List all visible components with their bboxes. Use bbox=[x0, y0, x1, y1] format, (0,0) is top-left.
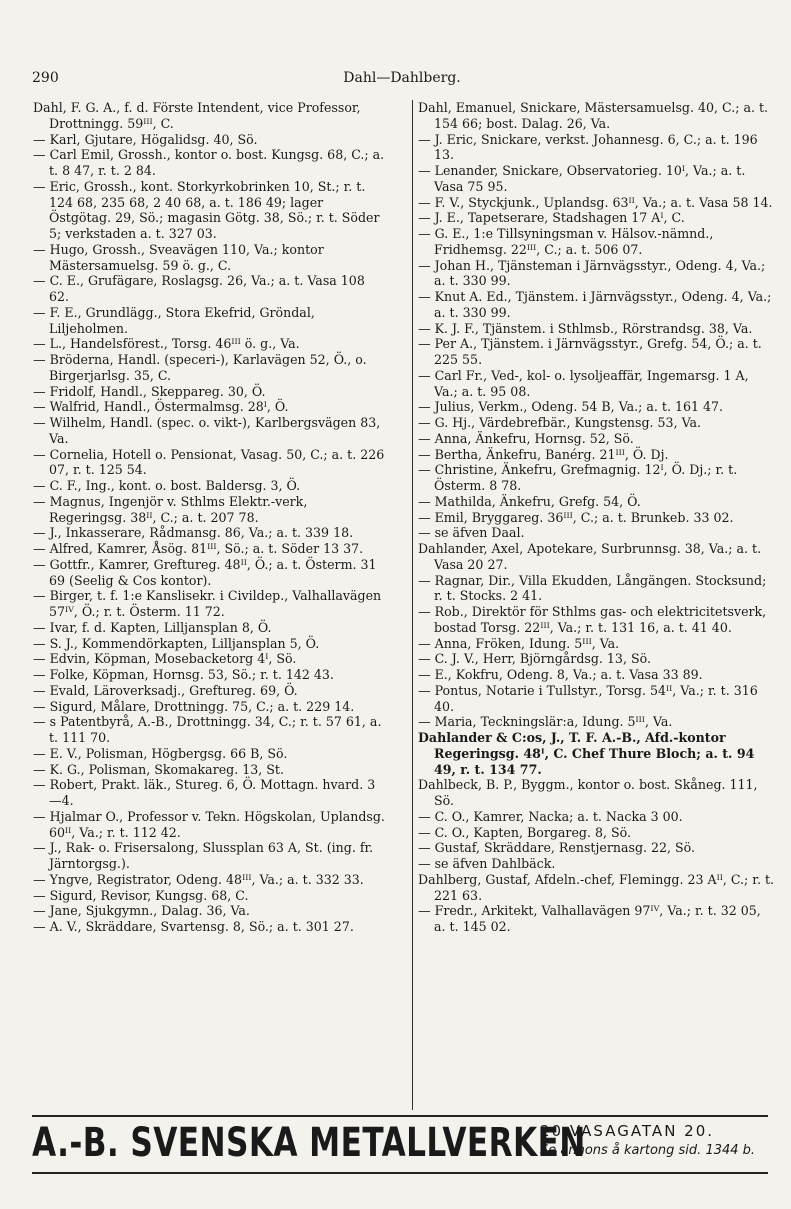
directory-entry: — Eric, Grossh., kont. Storkyrkobrinken 10, St.; r. t. 124 68, 235 68, 2 40 68, a. t. 186 49; lager Östgötag. 29, Sö.; magasin Götg. 38, Sö.; r. t. Söder 5; verkstaden a. t. 327 03. bbox=[33, 178, 380, 241]
directory-entry: — E., Kokfru, Odeng. 8, Va.; a. t. Vasa 33 89. bbox=[418, 667, 703, 682]
directory-entry: — Bertha, Änkefru, Banérg. 21ᴵᴵᴵ, Ö. Dj. bbox=[418, 446, 669, 462]
directory-entry: — J., Inkasserare, Rådmansg. 86, Va.; a. t. 339 18. bbox=[33, 525, 354, 541]
directory-entry: — G. Hj., Värdebrefbär., Kungstensg. 53, Va. bbox=[418, 415, 702, 430]
ad-top-rule bbox=[32, 1115, 768, 1117]
directory-entry: — Magnus, Ingenjör v. Sthlms Elektr.-verk, Regeringsg. 38ᴵᴵ, C.; a. t. 207 78. bbox=[33, 493, 308, 525]
directory-entry: — Carl Fr., Ved-, kol- o. lysoljeaffär, Ingemarsg. 1 A, Va.; a. t. 95 08. bbox=[418, 367, 749, 399]
directory-entry: — K. G., Polisman, Skomakareg. 13, St. bbox=[33, 761, 284, 777]
directory-entry: — se äfven Daal. bbox=[418, 525, 525, 541]
directory-entry: — C. E., Grufägare, Roslagsg. 26, Va.; a. t. Vasa 108 62. bbox=[33, 273, 365, 304]
directory-entry: — L., Handelsförest., Torsg. 46ᴵᴵᴵ ö. g., Va. bbox=[33, 336, 300, 352]
directory-entry: — Evald, Läroverksadj., Greftureg. 69, Ö. bbox=[33, 682, 298, 698]
directory-entry: Dahlander, Axel, Apotekare, Surbrunnsg. 38, Va.; a. t. Vasa 20 27. bbox=[418, 541, 762, 572]
directory-entry: — C. O., Kapten, Borgareg. 8, Sö. bbox=[418, 824, 631, 840]
directory-entry: — J. Eric, Snickare, verkst. Johannesg. 6, C.; a. t. 196 13. bbox=[418, 131, 758, 163]
directory-entry: — Walfrid, Handl., Östermalmsg. 28ᴵ, Ö. bbox=[33, 399, 289, 415]
directory-entry: — C. O., Kamrer, Nacka; a. t. Nacka 3 00. bbox=[418, 808, 683, 824]
directory-entry: — Hjalmar O., Professor v. Tekn. Högskolan, Uplandsg. 60ᴵᴵ, Va.; r. t. 112 42. bbox=[33, 808, 385, 840]
directory-entry: — Folke, Köpman, Hornsg. 53, Sö.; r. t. 142 43. bbox=[33, 667, 334, 682]
directory-entry: — Bröderna, Handl. (speceri-), Karlavägen 52, Ö., o. Birgerjarlsg. 35, C. bbox=[33, 352, 367, 383]
directory-entry: Dahl, Emanuel, Snickare, Mästersamuelsg. 40, C.; a. t. 154 66; bost. Dalag. 26, Va. bbox=[418, 100, 769, 131]
directory-entry: — Anna, Fröken, Idung. 5ᴵᴵᴵ, Va. bbox=[418, 635, 620, 651]
directory-entry: — F. E., Grundlägg., Stora Ekefrid, Gröndal, Liljeholmen. bbox=[33, 304, 315, 336]
directory-entry: — G. E., 1:e Tillsyningsman v. Hälsov.-nämnd., Fridhemsg. 22ᴵᴵᴵ, C.; a. t. 506 07. bbox=[418, 226, 714, 257]
directory-entry: — J., Rak- o. Frisersalong, Slussplan 63 A, St. (ing. fr. Järntorgsg.). bbox=[33, 840, 374, 871]
right-column bbox=[418, 100, 776, 935]
advertisement-address: 20 VASAGATAN 20. bbox=[540, 1122, 715, 1140]
directory-entry: — Hugo, Grossh., Sveavägen 110, Va.; kontor Mästersamuelsg. 59 ö. g., C. bbox=[33, 241, 324, 273]
page-number: 290 bbox=[32, 70, 59, 86]
directory-entry: — Birger, t. f. 1:e Kanslisekr. i Civildep., Valhallavägen 57ᴵⱽ, Ö.; r. t. Österm. 11 72. bbox=[33, 588, 382, 619]
directory-entry: — Johan H., Tjänsteman i Järnvägsstyr., Odeng. 4, Va.; a. t. 330 99. bbox=[418, 257, 766, 289]
directory-entry: — Cornelia, Hotell o. Pensionat, Vasag. 50, C.; a. t. 226 07, r. t. 125 54. bbox=[33, 446, 385, 478]
directory-entry: — Mathilda, Änkefru, Grefg. 54, Ö. bbox=[418, 493, 641, 509]
directory-entry: Dahlander & C:os, J., T. F. A.-B., Afd.-kontor Regeringsg. 48ᴵ, C. Chef Thure Bloch; a. t. 94 49, r. t. 134 77. bbox=[418, 730, 755, 777]
directory-entry: — Alfred, Kamrer, Åsög. 81ᴵᴵᴵ, Sö.; a. t. Söder 13 37. bbox=[33, 541, 364, 556]
directory-entry: Dahlbeck, B. P., Byggm., kontor o. bost. Skåneg. 111, Sö. bbox=[418, 777, 758, 808]
directory-entry: — Christine, Änkefru, Grefmagnig. 12ᴵ, Ö. Dj.; r. t. Österm. 8 78. bbox=[418, 462, 738, 493]
directory-entry: Dahl, F. G. A., f. d. Förste Intendent, vice Professor, Drottningg. 59ᴵᴵᴵ, C. bbox=[33, 100, 361, 131]
page-header bbox=[32, 70, 772, 92]
ad-bottom-rule bbox=[32, 1172, 768, 1174]
directory-entry: — Ivar, f. d. Kapten, Lilljansplan 8, Ö. bbox=[33, 619, 272, 635]
directory-entry: — C. F., Ing., kont. o. bost. Baldersg. 3, Ö. bbox=[33, 478, 301, 493]
directory-entry: — Ragnar, Dir., Villa Ekudden, Långängen. Stocksund; r. t. Stocks. 2 41. bbox=[418, 572, 767, 604]
directory-entry: — Sigurd, Revisor, Kungsg. 68, C. bbox=[33, 887, 249, 903]
advertisement-tagline: Se annons å kartong sid. 1344 b. bbox=[540, 1143, 756, 1158]
directory-entry: — Knut A. Ed., Tjänstem. i Järnvägsstyr., Odeng. 4, Va.; a. t. 330 99. bbox=[418, 289, 772, 320]
directory-entry: — E. V., Polisman, Högbergsg. 66 B, Sö. bbox=[33, 745, 288, 761]
directory-entry: — Sigurd, Målare, Drottningg. 75, C.; a. t. 229 14. bbox=[33, 698, 355, 714]
directory-entry: — Carl Emil, Grossh., kontor o. bost. Kungsg. 68, C.; a. t. 8 47, r. t. 2 84. bbox=[33, 147, 385, 178]
directory-entry: — Fredr., Arkitekt, Valhallavägen 97ᴵⱽ, Va.; r. t. 32 05, a. t. 145 02. bbox=[418, 903, 761, 934]
directory-entry: — Maria, Teckningslär:a, Idung. 5ᴵᴵᴵ, Va. bbox=[418, 714, 673, 730]
directory-entry: — Lenander, Snickare, Observatorieg. 10ᴵ, Va.; a. t. Vasa 75 95. bbox=[418, 163, 746, 194]
left-column bbox=[33, 100, 385, 935]
directory-entry: — S. J., Kommendörkapten, Lilljansplan 5, Ö. bbox=[33, 635, 320, 651]
directory-entry: — Gottfr., Kamrer, Greftureg. 48ᴵᴵ, Ö.; a. t. Österm. 31 69 (Seelig & Cos kontor). bbox=[33, 556, 377, 588]
directory-entry: — Wilhelm, Handl. (spec. o. vikt-), Karlbergsvägen 83, Va. bbox=[33, 415, 381, 446]
directory-entry: — Edvin, Köpman, Mosebacketorg 4ᴵ, Sö. bbox=[33, 651, 297, 667]
directory-entry: — Fridolf, Handl., Skeppareg. 30, Ö. bbox=[33, 383, 266, 399]
directory-entry: — A. V., Skräddare, Svartensg. 8, Sö.; a. t. 301 27. bbox=[33, 919, 354, 934]
directory-entry: — J. E., Tapetserare, Stadshagen 17 Aᴵ, C. bbox=[418, 210, 685, 226]
directory-entry: — K. J. F., Tjänstem. i Sthlmsb., Rörstrandsg. 38, Va. bbox=[418, 320, 753, 336]
directory-entry: — C. J. V., Herr, Björngårdsg. 13, Sö. bbox=[418, 651, 651, 667]
directory-entry: Dahlberg, Gustaf, Afdeln.-chef, Flemingg. 23 Aᴵᴵ, C.; r. t. 221 63. bbox=[418, 871, 775, 903]
directory-entry: — Jane, Sjukgymn., Dalag. 36, Va. bbox=[33, 903, 250, 919]
directory-entry: — Per A., Tjänstem. i Järnvägsstyr., Grefg. 54, Ö.; a. t. 225 55. bbox=[418, 336, 762, 367]
column-divider bbox=[412, 100, 413, 1110]
directory-entry: — Gustaf, Skräddare, Renstjernasg. 22, Sö. bbox=[418, 840, 696, 856]
running-head: Dahl—Dahlberg. bbox=[343, 70, 461, 86]
directory-entry: — Yngve, Registrator, Odeng. 48ᴵᴵᴵ, Va.; a. t. 332 33. bbox=[33, 871, 364, 887]
directory-entry: — Emil, Bryggareg. 36ᴵᴵᴵ, C.; a. t. Brunkeb. 33 02. bbox=[418, 509, 734, 525]
directory-entry: — s Patentbyrå, A.-B., Drottningg. 34, C.; r. t. 57 61, a. t. 111 70. bbox=[33, 714, 382, 745]
directory-entry: — Anna, Änkefru, Hornsg. 52, Sö. bbox=[418, 430, 634, 446]
directory-entry: — se äfven Dahlbäck. bbox=[418, 856, 556, 871]
directory-entry: — Robert, Prakt. läk., Stureg. 6, Ö. Mottagn. hvard. 3—4. bbox=[33, 777, 376, 808]
advertisement-name: A.-B. SVENSKA METALLVERKEN bbox=[32, 1120, 586, 1166]
directory-entry: — Rob., Direktör för Sthlms gas- och elektricitetsverk, bostad Torsg. 22ᴵᴵᴵ, Va.; r. t. 131 16, a. t. 41 40. bbox=[418, 604, 767, 635]
directory-entry: — Pontus, Notarie i Tullstyr., Torsg. 54ᴵᴵ, Va.; r. t. 316 40. bbox=[418, 682, 758, 714]
directory-entry: — F. V., Styckjunk., Uplandsg. 63ᴵᴵ, Va.; a. t. Vasa 58 14. bbox=[418, 194, 773, 210]
directory-entry: — Karl, Gjutare, Högalidsg. 40, Sö. bbox=[33, 131, 258, 147]
directory-entry: — Julius, Verkm., Odeng. 54 B, Va.; a. t. 161 47. bbox=[418, 399, 724, 415]
